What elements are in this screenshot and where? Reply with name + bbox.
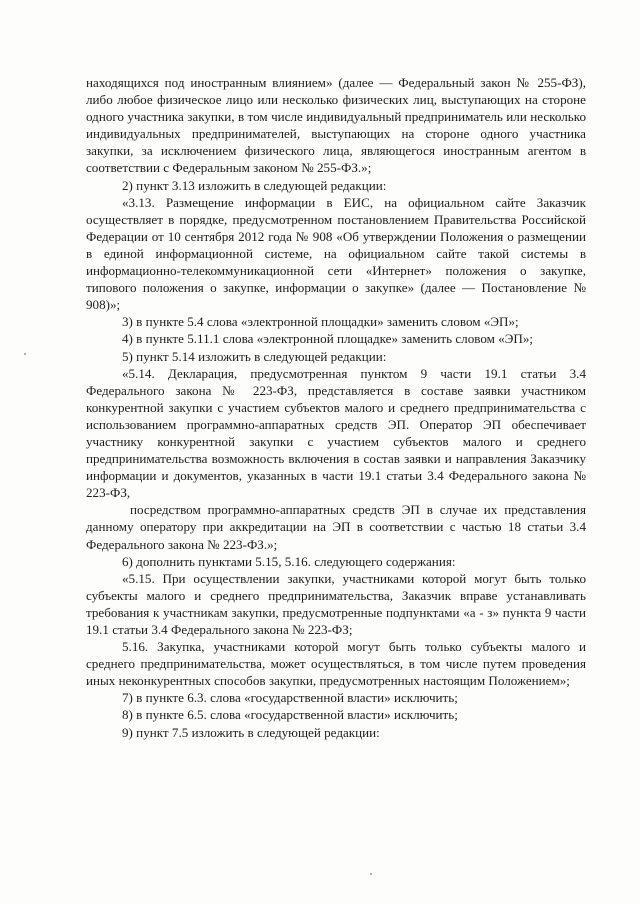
quote-3-13: «3.13. Размещение информации в ЕИС, на официальном сайте Заказчик осуществляет в порядке, предусмотренном постановлением Правительства Российской Федерации от 10 сентября 2012 года № 908 «Об утверждении Положения о размещении в единой информационной системе, на официальном сайте такой системы в информационно-телекоммуникационной сети «Интернет» положения о закупке, типового положения о закупке, информации о закупке» (далее — Постановление № 908)»; <box>86 194 586 313</box>
scan-speck <box>24 353 26 355</box>
list-item-4: 4) в пункте 5.11.1 слова «электронной площадке» заменить словом «ЭП»; <box>122 331 534 347</box>
quote-5-14: «5.14. Декларация, предусмотренная пунктом 9 части 19.1 статьи 3.4 Федерального закона № 223-ФЗ, представляется в составе заявки участником конкурентной закупки с участием субъектов малого и среднего предпринимательства с использованием программно-аппаратных средств ЭП. Оператор ЭП обеспечивает участнику конкурентной закупки с участием субъектов малого и среднего предпринимательства возможность включения в состав заявки и направления Заказчику информации и документов, указанных в части 19.1 статьи 3.4 Федерального закона № 223-ФЗ, <box>86 365 586 501</box>
list-item-9: 9) пункт 7.5 изложить в следующей редакции: <box>122 724 380 740</box>
paragraph-continuation: находящихся под иностранным влиянием» (далее — Федеральный закон № 255-ФЗ), либо любое физическое лицо или несколько физических лиц, выступающих на стороне одного участника закупки, в том числе индивидуальный предприниматель или несколько индивидуальных предпринимателей, выступающих на стороне одного участника закупки, за исключением физического лица, являющегося иностранным агентом в соответствии с Федеральным законом № 255-ФЗ.»; <box>86 75 586 176</box>
list-item-8: 8) в пункте 6.5. слова «государственной власти» исключить; <box>122 707 458 723</box>
document-body <box>86 74 586 741</box>
list-item-2: 2) пункт 3.13 изложить в следующей редакции: <box>122 177 387 193</box>
list-item-5: 5) пункт 5.14 изложить в следующей редакции: <box>122 348 387 364</box>
list-item-3: 3) в пункте 5.4 слова «электронной площадки» заменить словом «ЭП»; <box>122 314 519 330</box>
quote-5-14-continued: посредством программно-аппаратных средств ЭП в случае их представления данному оператору при аккредитации на ЭП в соответствии с частью 18 статьи 3.4 Федерального закона № 223-ФЗ.»; <box>86 502 586 552</box>
list-item-7: 7) в пункте 6.3. слова «государственной власти» исключить; <box>122 690 458 706</box>
scan-speck <box>370 873 372 875</box>
quote-5-15: «5.15. При осуществлении закупки, участниками которой могут быть только субъекты малого и среднего предпринимательства, Заказчик вправе устанавливать требования к участникам закупки, предусмотренные подпунктами «а - з» пункта 9 части 19.1 статьи 3.4 Федерального закона № 223-ФЗ; <box>86 570 586 637</box>
quote-5-16: 5.16. Закупка, участниками которой могут быть только субъекты малого и среднего предпринимательства, может осуществляться, в том числе путем проведения иных неконкурентных способов закупки, предусмотренных настоящим Положением»; <box>86 639 586 689</box>
list-item-6: 6) дополнить пунктами 5.15, 5.16. следующего содержания: <box>122 553 456 569</box>
